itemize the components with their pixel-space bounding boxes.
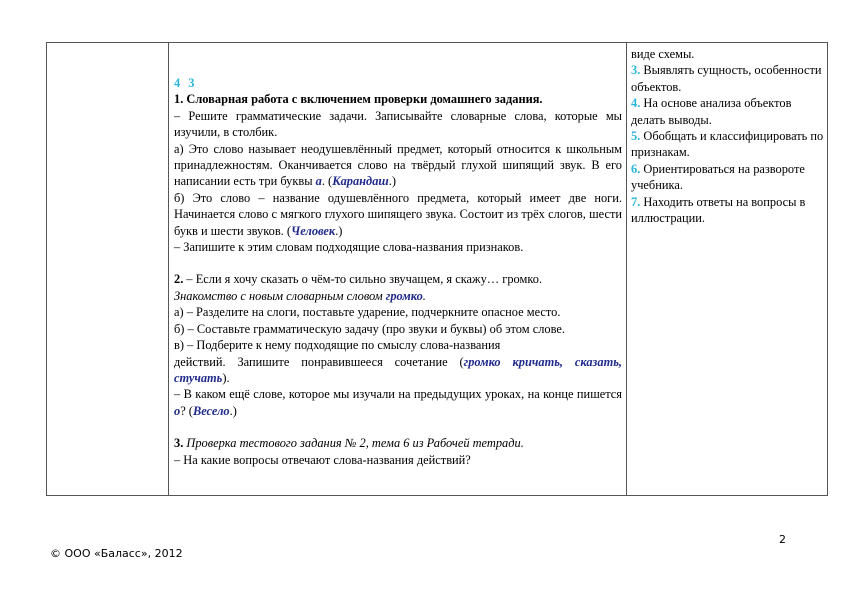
table-row <box>47 43 828 496</box>
skills-line-0: виде схемы. <box>631 47 695 61</box>
skills-cell <box>627 43 828 496</box>
section-2-task-a: а) – Разделите на слоги, поставьте ударение, подчеркните опасное место. <box>174 305 561 320</box>
lesson-table <box>46 42 828 496</box>
section-2-title: 2. – Если я хочу сказать о чём-то сильно звучащем, я скажу… громко. <box>174 272 543 287</box>
section-1-title: 1. Словарная работа с включением проверки домашнего задания. <box>174 92 543 107</box>
section-1-task-b: б) Это слово – название одушевлённого предмета, который имеет две ноги. Начинается слово с мягкого глухого шипящего звука. Состоит из трёх слогов, шести букв и шести звуков. (Человек.) <box>174 190 622 238</box>
skills-item: 3. Выявлять сущность, особенности объектов. <box>631 63 822 94</box>
section-1-intro: – Решите грамматические задачи. Записывайте словарные слова, которые мы изучили, в столбик. <box>174 108 622 140</box>
page-number: 2 <box>779 533 786 546</box>
section-2-task-b: б) – Составьте грамматическую задачу (про звуки и буквы) об этом слове. <box>174 321 565 336</box>
section-2-task-c-cont: действий. Запишите понравившееся сочетание (громко кричать, сказать, стучать). <box>174 354 622 385</box>
section-2-question: – В каком ещё слове, которое мы изучали на предыдущих уроках, на конце пишется о? (Весело.) <box>174 387 622 418</box>
slide-numbers: 4 3 <box>174 76 195 90</box>
skills-item: 7. Находить ответы на вопросы в иллюстрации. <box>631 194 806 226</box>
section-1-instruction: – Запишите к этим словам подходящие слова-названия признаков. <box>174 240 524 255</box>
skills-item: 4. На основе анализа объектов делать выводы. <box>631 96 792 127</box>
section-2-new-word: Знакомство с новым словарным словом громко. <box>174 288 426 303</box>
empty-column-cell <box>47 43 169 496</box>
section-1-task-a: а) Это слово называет неодушевлённый предмет, который относится к школьным принадлежностям. Оканчивается слово на твёрдый глухой шипящий звук. В его написании есть три буквы а. (Карандаш.) <box>174 141 622 189</box>
section-2-task-c: в) – Подберите к нему подходящие по смыслу слова-названия <box>174 338 501 353</box>
copyright-footer: © ООО «Баласс», 2012 <box>50 547 183 560</box>
skills-item: 5. Обобщать и классифицировать по признакам. <box>631 129 824 160</box>
lesson-content-cell <box>169 43 627 496</box>
skills-item: 6. Ориентироваться на развороте учебника. <box>631 161 805 193</box>
section-3-question: – На какие вопросы отвечают слова-названия действий? <box>174 452 471 467</box>
section-3-title: 3. Проверка тестового задания № 2, тема 6 из Рабочей тетради. <box>174 436 524 451</box>
